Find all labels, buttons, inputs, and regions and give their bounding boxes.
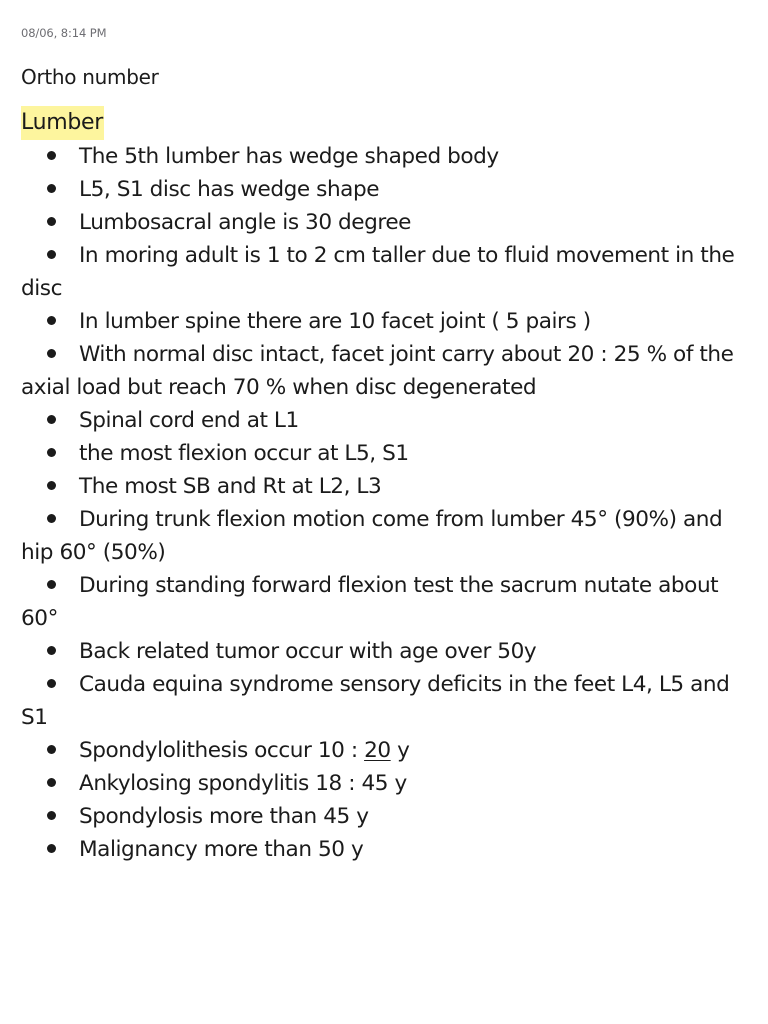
bullet-icon	[47, 437, 79, 470]
list-item[interactable]	[21, 437, 751, 470]
bullet-icon	[47, 305, 79, 338]
list-item-text-before: Spondylolithesis occur 10 :	[79, 738, 365, 763]
list-item[interactable]	[21, 800, 751, 833]
list-item[interactable]	[21, 470, 751, 503]
note-timestamp: 08/06, 8:14 PM	[21, 26, 107, 40]
list-item-text: Ankylosing spondylitis 18 : 45 y	[79, 771, 407, 796]
list-item[interactable]	[21, 635, 751, 668]
underlined-number: 20	[364, 738, 391, 763]
list-item-text-after: y	[390, 738, 410, 763]
list-item[interactable]	[21, 734, 751, 767]
list-item[interactable]	[21, 206, 751, 239]
list-item-text: the most flexion occur at L5, S1	[79, 441, 409, 466]
bullet-icon	[47, 503, 79, 536]
section-heading-highlighted[interactable]: Lumber	[21, 106, 104, 140]
bullet-icon	[47, 734, 79, 767]
list-item[interactable]	[21, 173, 751, 206]
list-item-text: Back related tumor occur with age over 50y	[79, 639, 537, 664]
note-title[interactable]: Ortho number	[21, 65, 159, 89]
list-item[interactable]	[21, 239, 751, 305]
bullet-icon	[47, 833, 79, 866]
list-item[interactable]	[21, 404, 751, 437]
list-item[interactable]	[21, 668, 751, 734]
bullet-icon	[47, 404, 79, 437]
list-item[interactable]	[21, 305, 751, 338]
bullet-icon	[47, 800, 79, 833]
list-item-text: Cauda equina syndrome sensory deficits in the feet L4, L5 and S1	[21, 672, 730, 730]
bullet-icon	[47, 635, 79, 668]
bullet-icon	[47, 140, 79, 173]
bullet-icon	[47, 569, 79, 602]
bullet-icon	[47, 173, 79, 206]
list-item-text: During standing forward flexion test the sacrum nutate about 60°	[21, 573, 719, 631]
list-item[interactable]	[21, 503, 751, 569]
bullet-icon	[47, 767, 79, 800]
list-item[interactable]	[21, 140, 751, 173]
list-item-text: In lumber spine there are 10 facet joint ( 5 pairs )	[79, 309, 591, 334]
list-item-text: L5, S1 disc has wedge shape	[79, 177, 380, 202]
list-item-text: Lumbosacral angle is 30 degree	[79, 210, 412, 235]
list-item-text: With normal disc intact, facet joint carry about 20 : 25 % of the axial load but reach 70 % when disc degenerated	[21, 342, 734, 400]
list-item-text: The 5th lumber has wedge shaped body	[79, 144, 499, 169]
list-item-text: The most SB and Rt at L2, L3	[79, 474, 382, 499]
list-item-text: In moring adult is 1 to 2 cm taller due to fluid movement in the disc	[21, 243, 735, 301]
bullet-icon	[47, 239, 79, 272]
bullet-list[interactable]	[21, 140, 751, 866]
list-item[interactable]	[21, 767, 751, 800]
bullet-icon	[47, 338, 79, 371]
list-item-text: Spondylosis more than 45 y	[79, 804, 369, 829]
list-item[interactable]	[21, 338, 751, 404]
list-item[interactable]	[21, 833, 751, 866]
list-item-text: Spinal cord end at L1	[79, 408, 299, 433]
bullet-icon	[47, 206, 79, 239]
bullet-icon	[47, 470, 79, 503]
list-item-text: Malignancy more than 50 y	[79, 837, 364, 862]
bullet-icon	[47, 668, 79, 701]
list-item[interactable]	[21, 569, 751, 635]
list-item-text: During trunk flexion motion come from lumber 45° (90%) and hip 60° (50%)	[21, 507, 723, 565]
